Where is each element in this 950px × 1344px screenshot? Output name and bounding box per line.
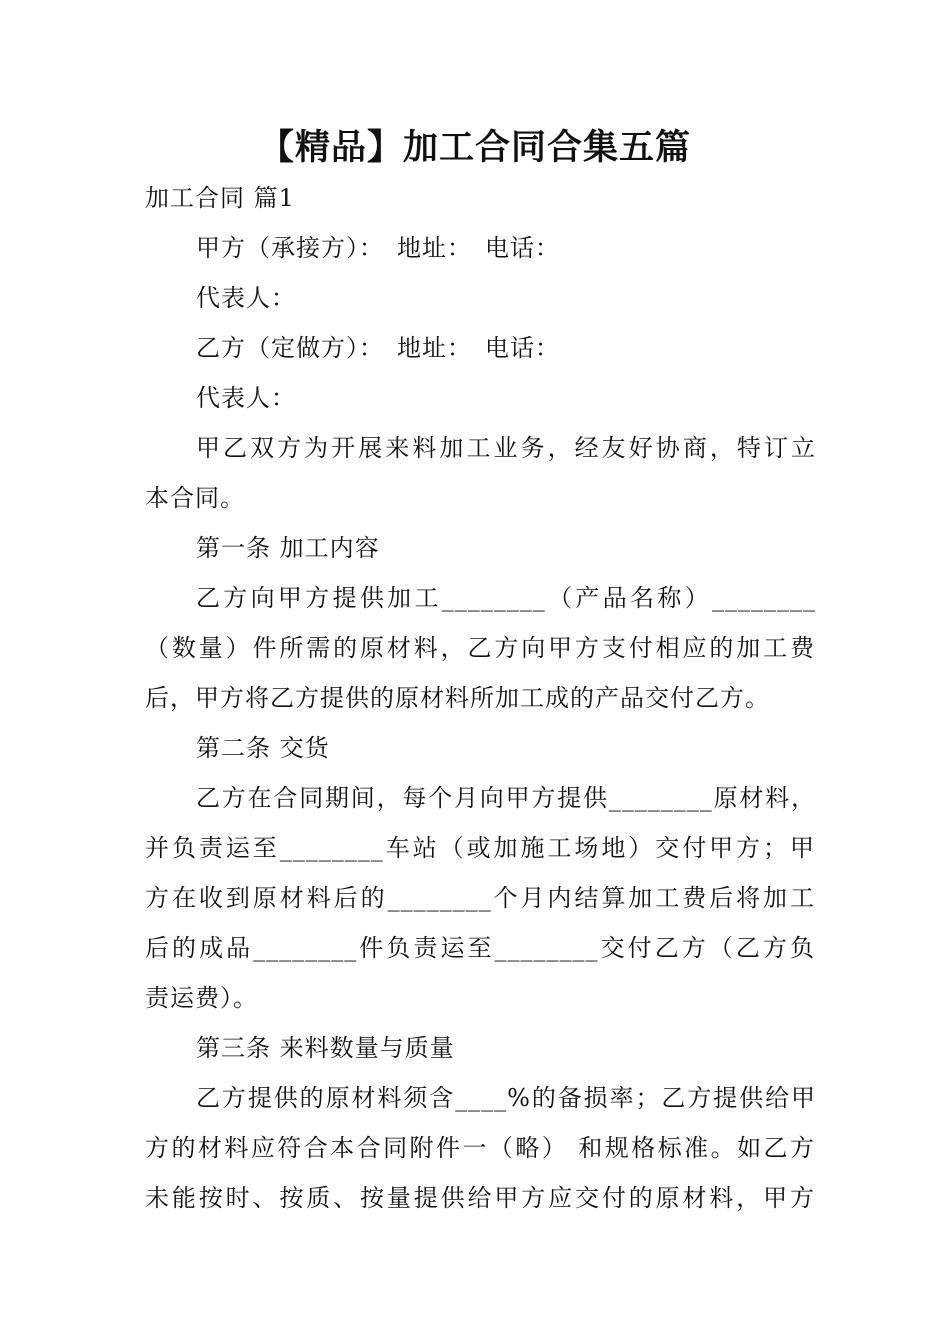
party-a-info-line: 甲方（承接方）： 地址： 电话：: [196, 234, 560, 262]
party-b-info-line: 乙方（定做方）： 地址： 电话：: [196, 334, 560, 362]
article-2-line-1: 乙方在合同期间，每个月向甲方提供________原材料，: [196, 784, 816, 812]
article-3-heading: 第三条 来料数量与质量: [196, 1034, 455, 1062]
article-3-line-3: 未能按时、按质、按量提供给甲方应交付的原材料，甲方: [145, 1184, 815, 1212]
article-2-line-5: 责运费）。: [145, 984, 258, 1012]
party-b-representative-line: 代表人：: [196, 384, 296, 412]
article-2-line-3: 方在收到原材料后的________个月内结算加工费后将加工: [145, 884, 815, 912]
article-1-line-3: 后，甲方将乙方提供的原材料所加工成的产品交付乙方。: [145, 684, 770, 712]
page-title: 【精品】加工合同合集五篇: [258, 128, 691, 168]
party-a-representative-line: 代表人：: [196, 284, 296, 312]
article-3-line-1: 乙方提供的原材料须含____%的备损率；乙方提供给甲: [196, 1084, 816, 1112]
article-2-heading: 第二条 交货: [196, 734, 330, 762]
article-1-line-1: 乙方向甲方提供加工________（产品名称）________: [196, 584, 816, 612]
paragraph-intro-line-1: 甲乙双方为开展来料加工业务，经友好协商，特订立: [196, 434, 816, 462]
article-2-line-4: 后的成品________件负责运至________交付乙方（乙方负: [145, 934, 815, 962]
article-3-line-2: 方的材料应符合本合同附件一（略） 和规格标准。如乙方: [145, 1134, 815, 1162]
section-heading-contract-1: 加工合同 篇1: [145, 184, 295, 212]
paragraph-intro-line-2: 本合同。: [145, 484, 245, 512]
article-2-line-2: 并负责运至________车站（或加施工场地）交付甲方；甲: [145, 834, 815, 862]
article-1-heading: 第一条 加工内容: [196, 534, 380, 562]
article-1-line-2: （数量）件所需的原材料，乙方向甲方支付相应的加工费: [145, 634, 815, 662]
